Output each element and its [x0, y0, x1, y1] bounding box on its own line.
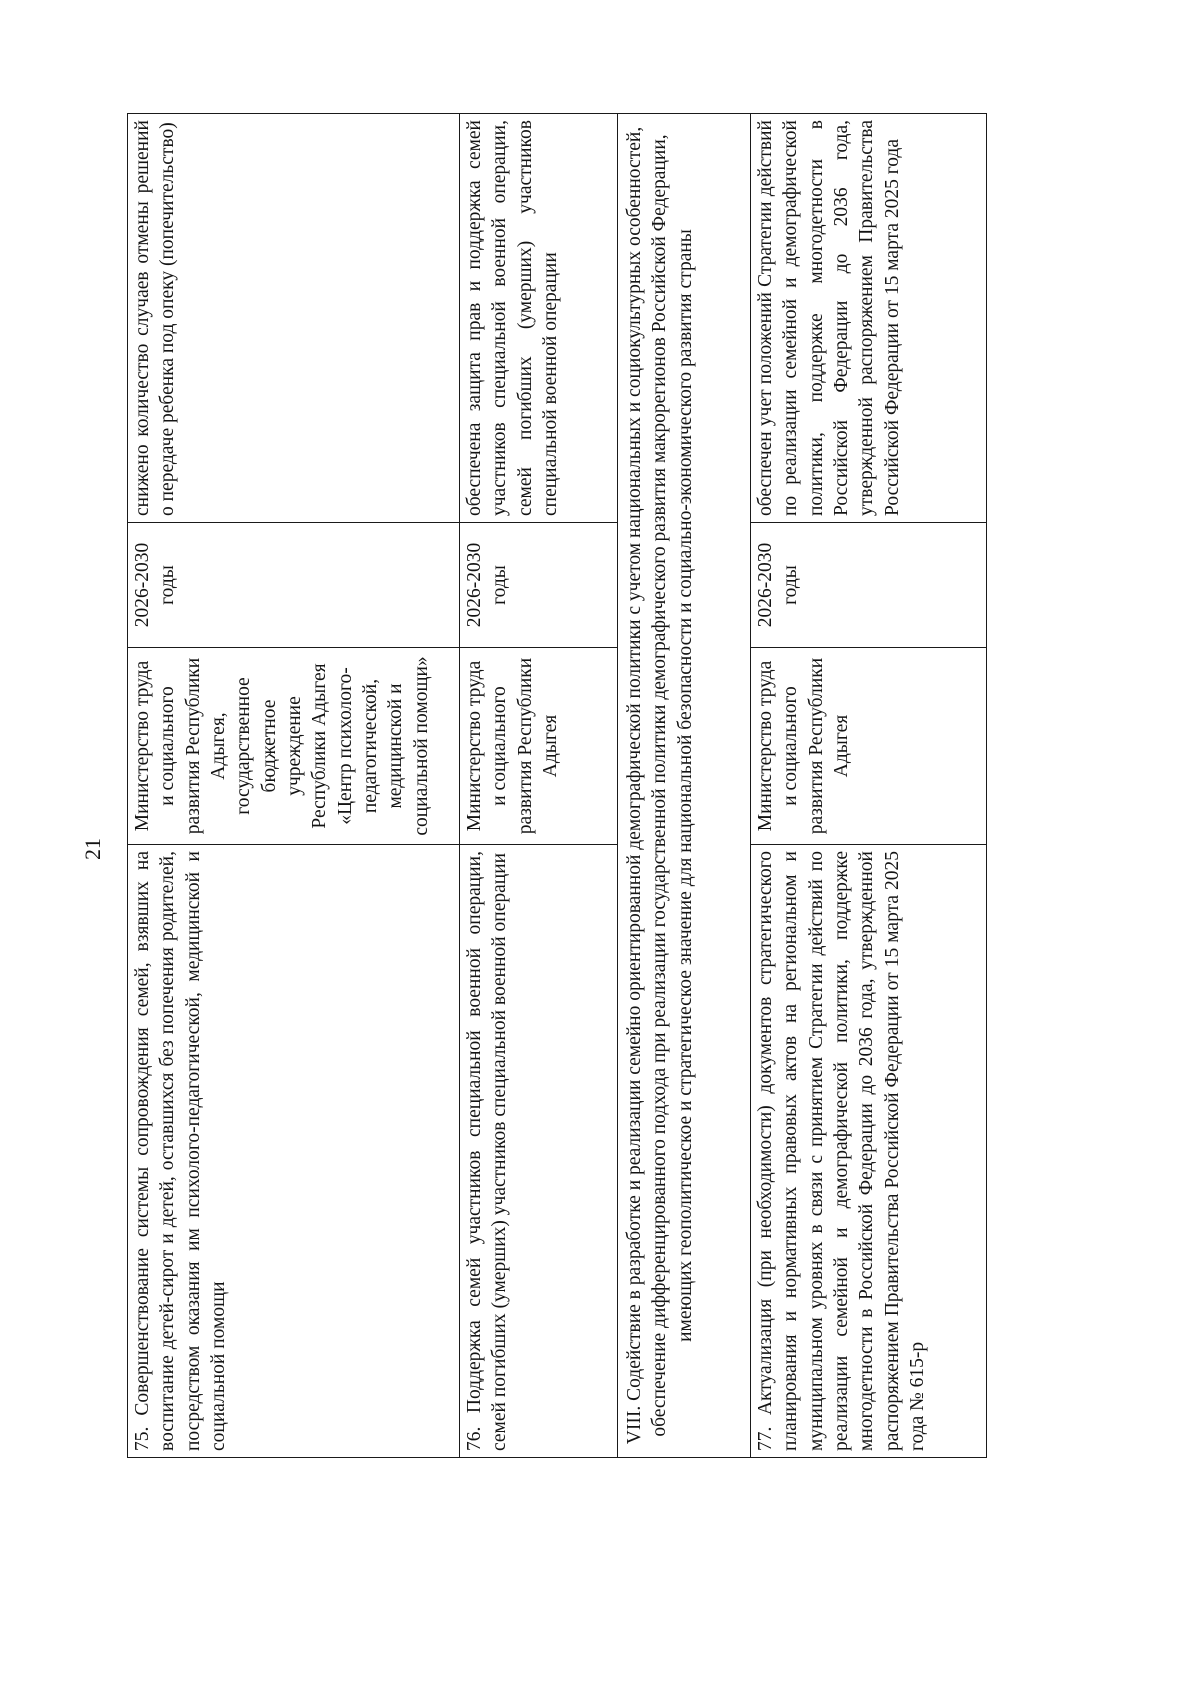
result-cell: снижено количество случаев отмены решений о передаче ребенка под опеку (попечительство) — [128, 114, 460, 523]
table-row — [128, 114, 460, 1458]
section-heading: VIII. Содействие в разработке и реализации семейно ориентированной демографической политики с учетом национальных и социокультурных особенностей, обеспечение дифференцированного подхода при реализации государственной политики демографического развития макрорегионов Российской Федерации, имеющих геополитическое и стратегическое значение для национальной безопасности и социально-экономического развития страны — [618, 114, 751, 1458]
page-number: 21 — [80, 838, 105, 860]
measure-cell: 77. Актуализация (при необходимости) документов стратегического планирования и нормативных правовых актов на региональном и муниципальном уровнях в связи с принятием Стратегии действий по реализации семейной и демографической политики, поддержке многодетности в Российской Федерации до 2036 года, утвержденной распоряжением Правительства Российской Федерации от 15 марта 2025 года № 615-р — [751, 845, 987, 1458]
measure-cell: 75. Совершенствование системы сопровождения семей, взявших на воспитание детей-сирот и детей, оставшихся без попечения родителей, посредством оказания им психолого-педагогической, медицинской и социальной помощи — [128, 845, 460, 1458]
measure-cell: 76. Поддержка семей участников специальной военной операции, семей погибших (умерших) участников специальной военной операции — [460, 845, 618, 1458]
period-cell: 2026-2030 годы — [751, 523, 987, 648]
rotated-page — [127, 113, 1077, 1458]
responsible-cell: Министерство труда и социального развития Республики Адыгея — [751, 648, 987, 845]
result-cell: обеспечен учет положений Стратегии действий по реализации семейной и демографической политики, поддержке многодетности в Российской Федерации до 2036 года, утвержденной распоряжением Правительства Российской Федерации от 15 марта 2025 года — [751, 114, 987, 523]
period-cell: 2026-2030 годы — [460, 523, 618, 648]
period-cell: 2026-2030 годы — [128, 523, 460, 648]
responsible-cell: Министерство труда и социального развития Республики Адыгея, государственное бюджетное учреждение Республики Адыгея «Центр психолого-педагогической, медицинской и социальной помощи» — [128, 648, 460, 845]
result-cell: обеспечена защита прав и поддержка семей участников специальной военной операции, семей погибших (умерших) участников специальной военной операции — [460, 114, 618, 523]
section-heading-row — [618, 114, 751, 1458]
plan-table — [127, 113, 987, 1458]
table-row — [751, 114, 987, 1458]
responsible-cell: Министерство труда и социального развития Республики Адыгея — [460, 648, 618, 845]
table-row — [460, 114, 618, 1458]
